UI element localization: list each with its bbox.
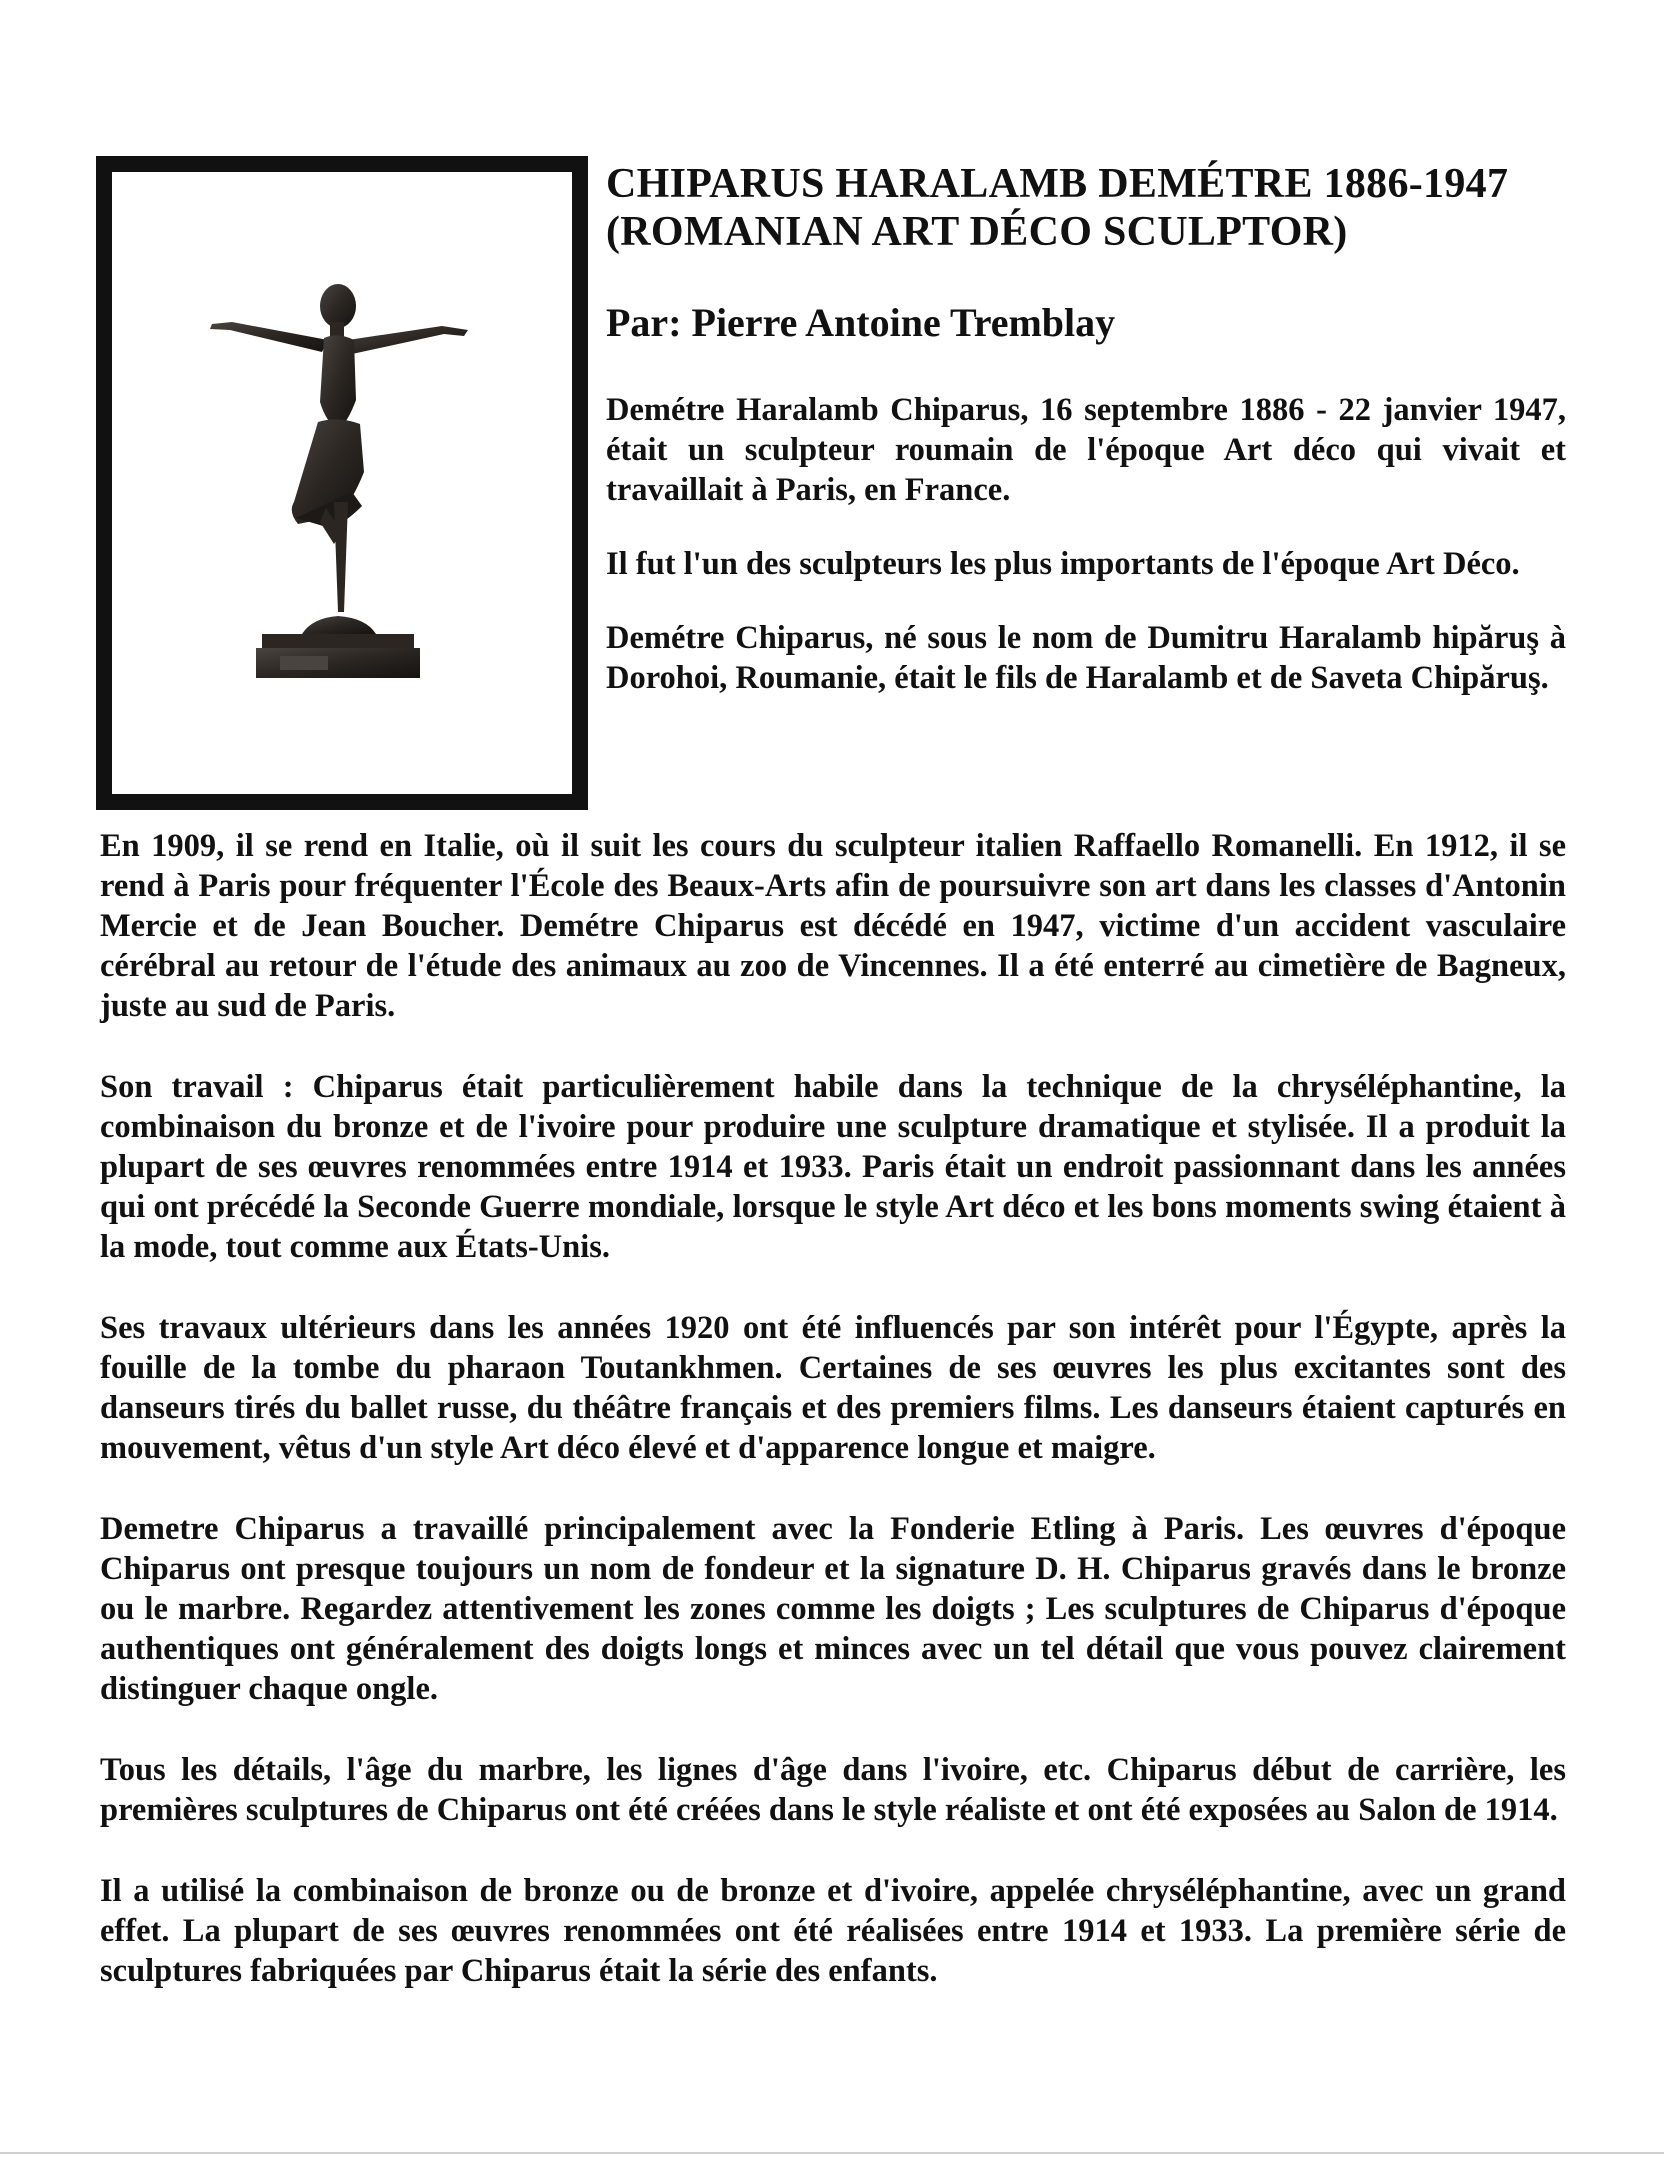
- scan-edge-divider: [0, 2152, 1664, 2154]
- body-paragraph: Demetre Chiparus a travaillé principalement avec la Fonderie Etling à Paris. Les œuvres d'époque Chiparus ont presque toujours un nom de fondeur et la signature D. H. Chiparus gravés dans le bronze ou le marbre. Regardez attentivement les zones comme les doigts ; Les sculptures de Chiparus d'époque authentiques ont généralement des doigts longs et minces avec un tel détail que vous pouvez clairement distinguer chaque ongle.: [100, 1511, 1566, 1707]
- body-paragraph: Son travail : Chiparus était particulièrement habile dans la technique de la chryséléphantine, la combinaison du bronze et de l'ivoire pour produire une sculpture dramatique et stylisée. Il a produit la plupart de ses œuvres renommées entre 1914 et 1933. Paris était un endroit passionnant dans les années qui ont précédé la Seconde Guerre mondiale, lorsque le style Art déco et les bons moments swing étaient à la mode, tout comme aux États-Unis.: [100, 1069, 1566, 1265]
- body-paragraph: Il a utilisé la combinaison de bronze ou de bronze et d'ivoire, appelée chryséléphantine, avec un grand effet. La plupart de ses œuvres renommées ont été réalisées entre 1914 et 1933. La première série de sculptures fabriquées par Chiparus était la série des enfants.: [100, 1873, 1566, 1989]
- dancer-sculpture-image: [112, 172, 572, 794]
- intro-paragraph: Demétre Haralamb Chiparus, 16 septembre 1886 - 22 janvier 1947, était un sculpteur roumain de l'époque Art déco qui vivait et travaillait à Paris, en France.: [606, 392, 1566, 508]
- header-column: [606, 160, 1566, 698]
- body-paragraph: Tous les détails, l'âge du marbre, les lignes d'âge dans l'ivoire, etc. Chiparus début de carrière, les premières sculptures de Chiparus ont été créées dans le style réaliste et ont été exposées au Salon de 1914.: [100, 1752, 1566, 1828]
- body-text: [100, 826, 1566, 2032]
- body-paragraph: En 1909, il se rend en Italie, où il suit les cours du sculpteur italien Raffaello Romanelli. En 1912, il se rend à Paris pour fréquenter l'École des Beaux-Arts afin de poursuivre son art dans les classes d'Antonin Mercie et de Jean Boucher. Demétre Chiparus est décédé en 1947, victime d'un accident vasculaire cérébral au retour de l'étude des animaux au zoo de Vincennes. Il a été enterré au cimetière de Bagneux, juste au sud de Paris.: [100, 828, 1566, 1024]
- title-line-1: CHIPARUS HARALAMB DEMÉTRE 1886-1947: [606, 161, 1509, 207]
- page-title: [606, 160, 1566, 256]
- intro-paragraph: Il fut l'un des sculpteurs les plus importants de l'époque Art Déco.: [606, 546, 1520, 582]
- author-byline: Par: Pierre Antoine Tremblay: [606, 300, 1116, 345]
- title-line-2: (ROMANIAN ART DÉCO SCULPTOR): [606, 209, 1348, 255]
- intro-paragraph: Demétre Chiparus, né sous le nom de Dumitru Haralamb hipăruş à Dorohoi, Roumanie, était le fils de Haralamb et de Saveta Chipăruş.: [606, 620, 1566, 696]
- body-paragraph: Ses travaux ultérieurs dans les années 1920 ont été influencés par son intérêt pour l'Égypte, après la fouille de la tombe du pharaon Toutankhmen. Certaines de ses œuvres les plus excitantes sont des danseurs tirés du ballet russe, du théâtre français et des premiers films. Les danseurs étaient capturés en mouvement, vêtus d'un style Art déco élevé et d'apparence longue et maigre.: [100, 1310, 1566, 1466]
- sculpture-photo: [96, 156, 588, 810]
